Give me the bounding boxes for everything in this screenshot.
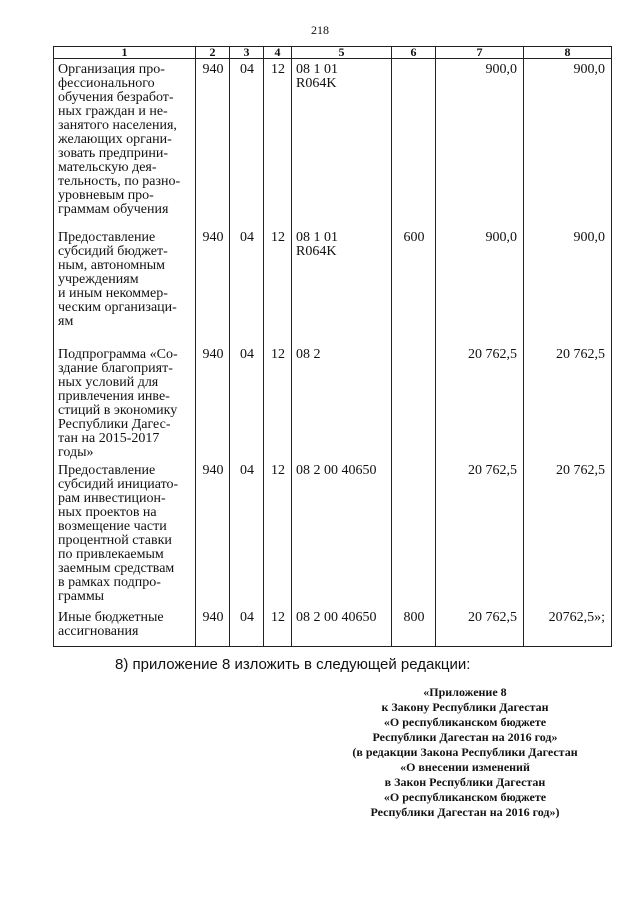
amount-cell [436,607,524,647]
amount-text: 900,0 [485,62,517,77]
subsection-code-cell [264,460,292,607]
appendix-line: «Приложение 8 [423,685,507,699]
section-code-text: 04 [240,609,254,625]
subsection-code-text: 12 [271,62,285,77]
amount-cell [524,607,612,647]
subsection-code-cell [264,227,292,344]
amount-cell [436,460,524,607]
target-article-cell [292,344,392,460]
page-number: 218 [311,23,329,37]
row-name-text: Иные бюджетные ассигнования [58,609,164,639]
table-row [54,460,612,607]
amount-text: 900,0 [573,229,605,245]
appendix-line: «О республиканском бюджете [383,715,547,729]
row-name-text: Организация про- фессионального обучения безработ- ных граждан и не- занятого населения, желающих органи- зовать предприни- мательскую дея- тельность, по разно- уровневым про- граммам обучения [58,62,181,217]
expense-type-text: 600 [403,229,425,245]
row-name-cell [54,607,196,647]
ministry-code-cell [196,607,230,647]
amount-text: 20 762,5 [556,462,605,478]
section-code-cell [230,460,264,607]
target-article-text: 08 2 00 40650 [296,609,377,625]
row-name-cell [54,344,196,460]
appendix-line: в Закон Республики Дагестан [384,775,546,789]
column-header: 5 [292,47,392,59]
ministry-code-text: 940 [202,62,224,77]
target-article-text: 08 1 01 R064K [296,62,338,91]
amount-text: 20 762,5 [468,609,517,625]
ministry-code-text: 940 [202,346,224,362]
subsection-code-text: 12 [271,346,285,362]
amount-cell [524,460,612,607]
amount-cell [524,59,612,227]
subsection-code-cell [264,59,292,227]
expense-type-cell [392,227,436,344]
expense-type-cell [392,460,436,607]
amount-text: 900,0 [485,229,517,245]
subsection-code-text: 12 [271,609,285,625]
subsection-code-text: 12 [271,229,285,245]
appendix-line: Республики Дагестан на 2016 год») [370,805,560,819]
appendix-line: к Закону Республики Дагестан [381,700,549,714]
section-code-text: 04 [240,346,254,362]
table-row [54,227,612,344]
section-code-cell [230,227,264,344]
subsection-code-cell [264,607,292,647]
appendix-heading [300,685,630,820]
appendix-line: «О республиканском бюджете [383,790,547,804]
column-header: 3 [230,47,264,59]
target-article-cell [292,460,392,607]
amount-text: 900,0 [573,62,605,77]
table-header-row [54,47,612,59]
expense-type-cell [392,607,436,647]
row-name-cell [54,227,196,344]
appendix-line: Республики Дагестан на 2016 год» [372,730,558,744]
row-name-cell [54,59,196,227]
expense-type-text: 800 [403,609,425,625]
subsection-code-cell [264,344,292,460]
column-header: 2 [196,47,230,59]
amount-cell [436,227,524,344]
target-article-text: 08 1 01 R064K [296,229,338,259]
amount-text: 20762,5»; [548,609,605,625]
ministry-code-cell [196,344,230,460]
ministry-code-cell [196,460,230,607]
ministry-code-cell [196,227,230,344]
target-article-cell [292,59,392,227]
appendix-line: «О внесении изменений [400,760,530,774]
row-name-text: Предоставление субсидий инициато- рам инвестицион- ных проектов на возмещение части процентной ставки по привлекаемым заемным средствам в рамках подпро- граммы [58,462,179,604]
column-header: 7 [436,47,524,59]
column-header: 1 [54,47,196,59]
table-row [54,607,612,647]
amount-text: 20 762,5 [468,462,517,478]
section-code-text: 04 [240,62,254,77]
expense-type-cell [392,344,436,460]
target-article-cell [292,607,392,647]
ministry-code-text: 940 [202,462,224,478]
budget-table [53,46,612,647]
column-header: 6 [392,47,436,59]
amount-text: 20 762,5 [556,346,605,362]
section-code-cell [230,59,264,227]
expense-type-cell [392,59,436,227]
table-row [54,344,612,460]
target-article-text: 08 2 [296,346,321,362]
ministry-code-text: 940 [202,609,224,625]
target-article-text: 08 2 00 40650 [296,462,377,478]
section-code-text: 04 [240,462,254,478]
column-header: 8 [524,47,612,59]
section-code-cell [230,344,264,460]
amount-text: 20 762,5 [468,346,517,362]
column-header: 4 [264,47,292,59]
ministry-code-cell [196,59,230,227]
amount-cell [524,227,612,344]
row-name-text: Предоставление субсидий бюджет- ным, автономным учреждениям и иным некоммер- ческим организаци- ям [58,229,177,329]
section-code-text: 04 [240,229,254,245]
section-code-cell [230,607,264,647]
amount-cell [436,344,524,460]
ministry-code-text: 940 [202,229,224,245]
appendix-line: (в редакции Закона Республики Дагестан [352,745,578,759]
amount-cell [524,344,612,460]
target-article-cell [292,227,392,344]
row-name-text: Подпрограмма «Со- здание благоприят- ных условий для привлечения инве- стиций в экономику Республики Дагес- тан на 2015-2017 годы» [58,346,178,460]
subsection-code-text: 12 [271,462,285,478]
amount-cell [436,59,524,227]
intro-text: 8) приложение 8 изложить в следующей редакции: [115,656,471,673]
row-name-cell [54,460,196,607]
table-row [54,59,612,227]
